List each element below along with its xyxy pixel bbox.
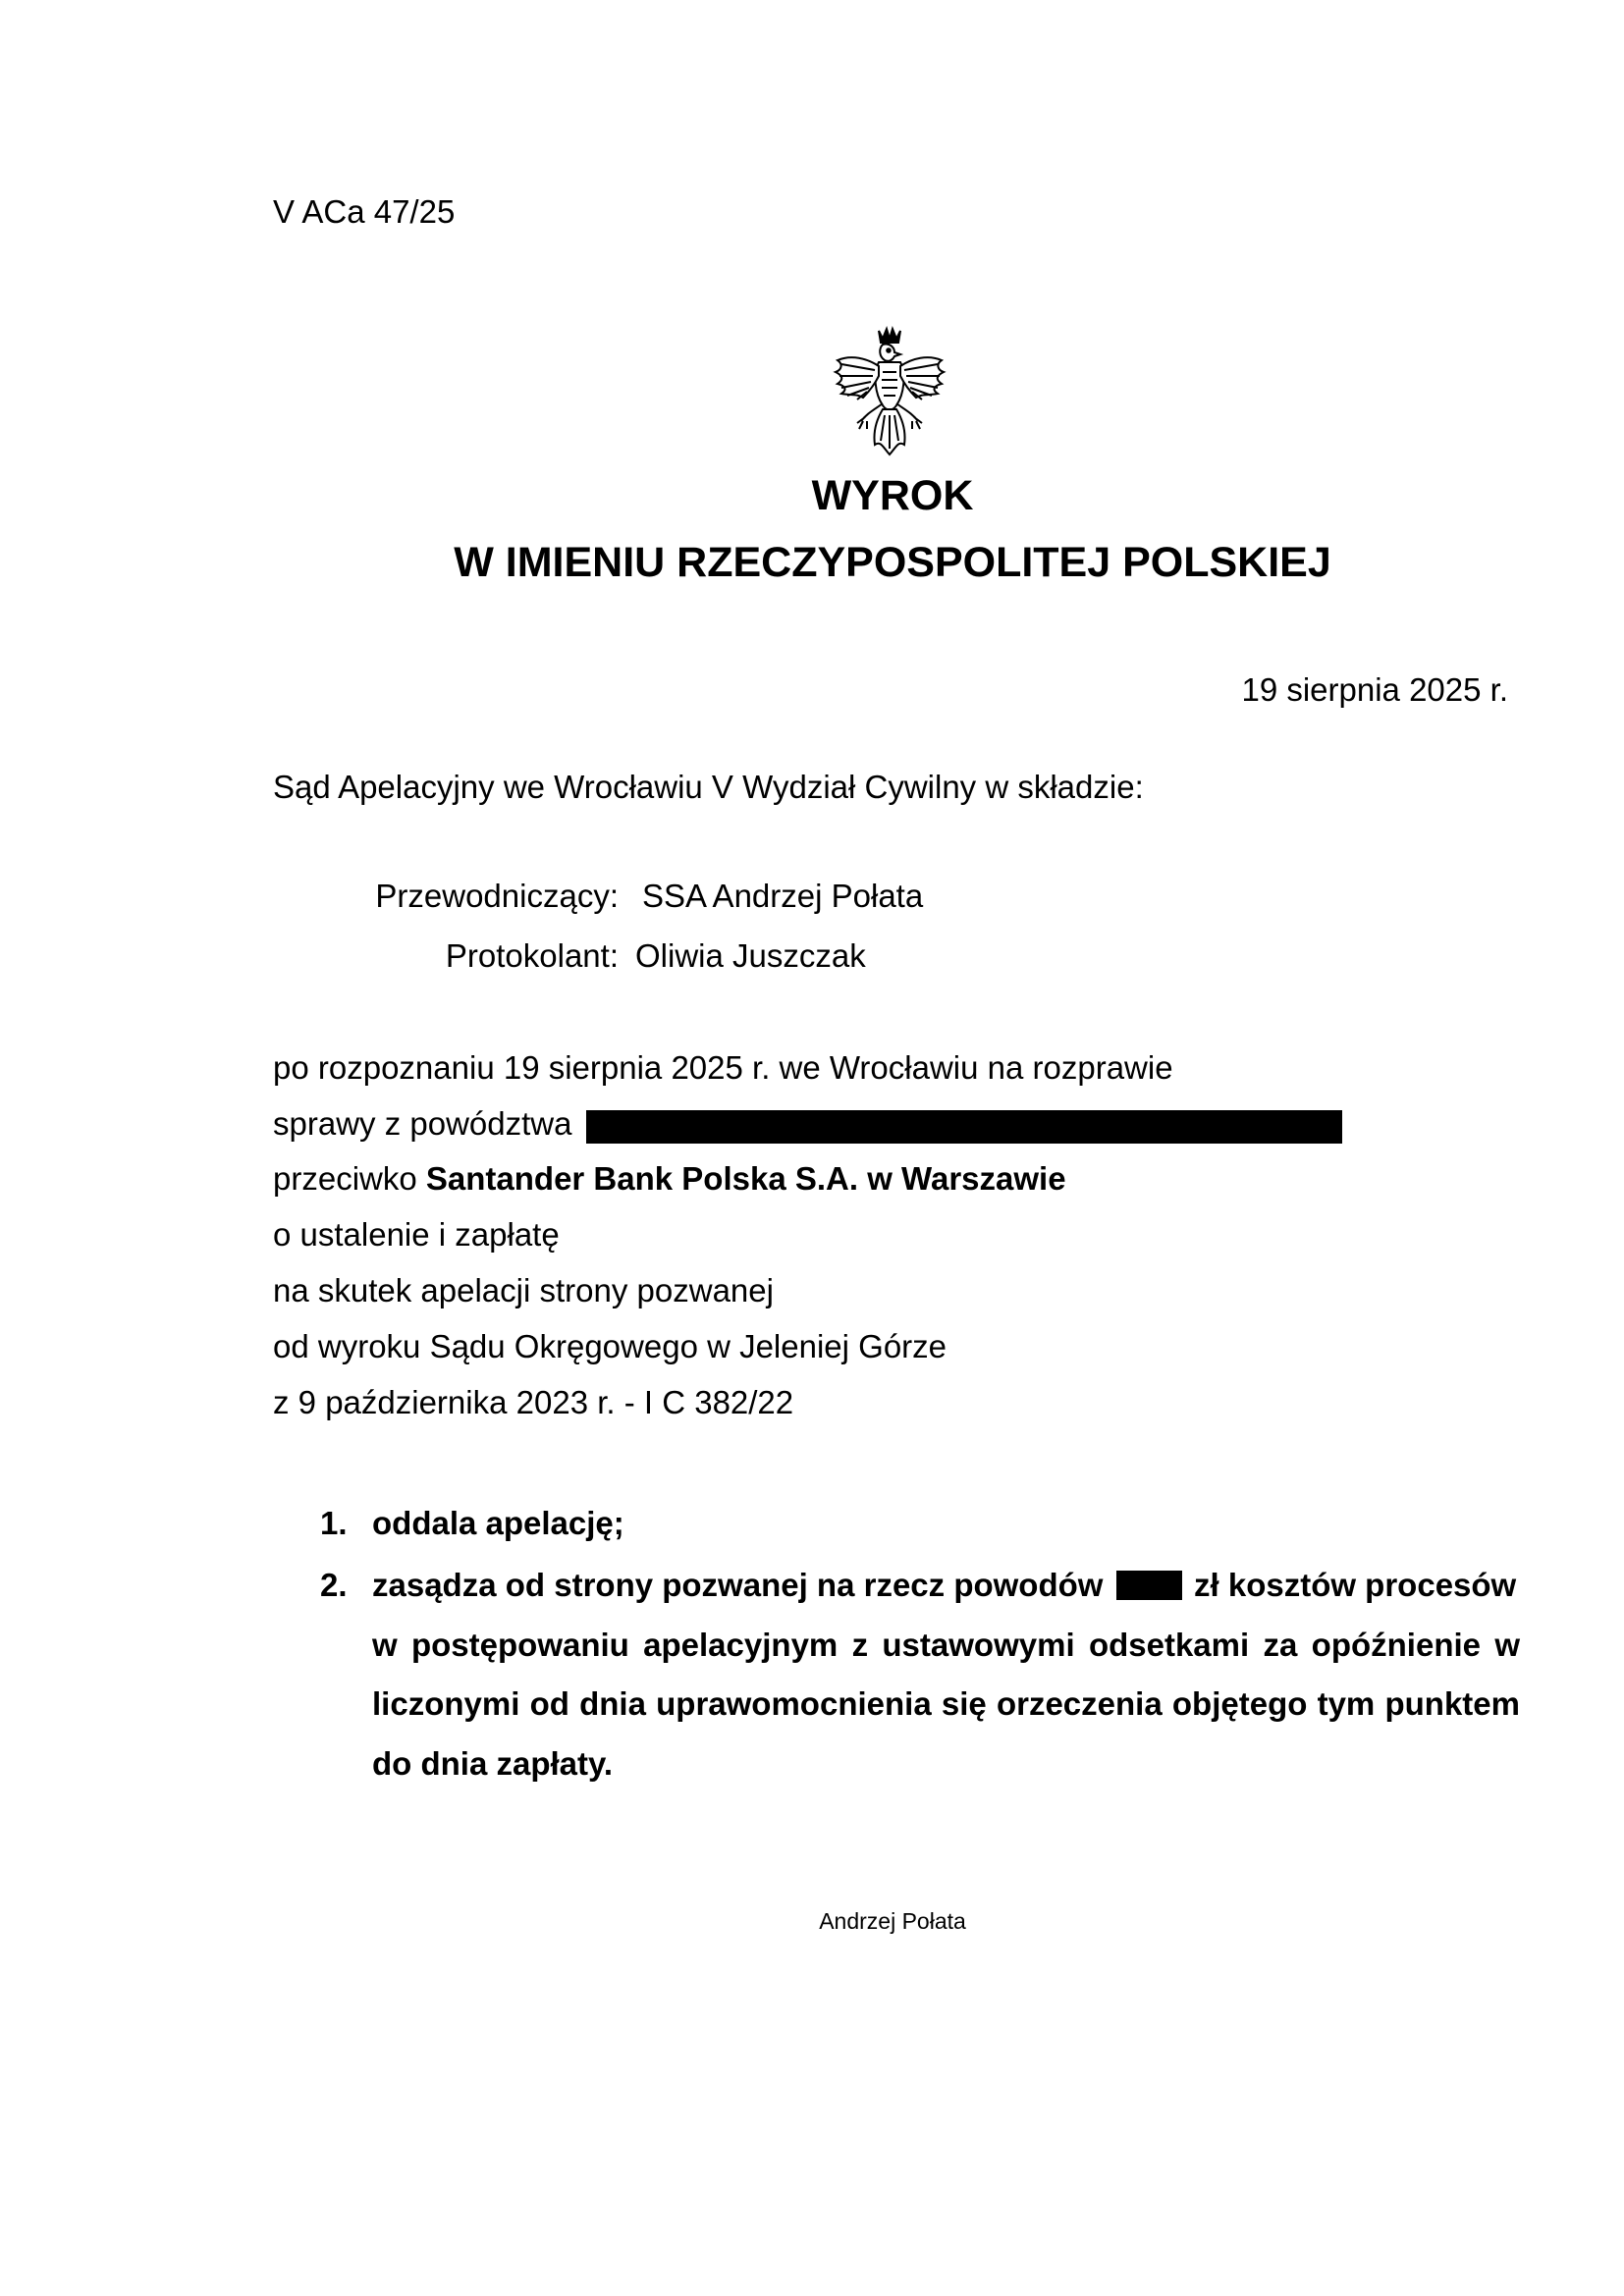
- chair-name: SSA Andrzej Połata: [642, 878, 924, 914]
- case-line-hearing: po rozpoznaniu 19 sierpnia 2025 r. we Wrocławiu na rozprawie: [273, 1049, 1173, 1086]
- case-line-appeal: na skutek apelacji strony pozwanej: [273, 1272, 774, 1308]
- case-line-plaintiff: sprawy z powództwa: [273, 1105, 572, 1142]
- case-reference: V ACa 47/25: [273, 193, 456, 230]
- document-title: WYROK: [811, 472, 974, 519]
- redacted-plaintiff: [586, 1110, 1342, 1144]
- case-line-lower-court: od wyroku Sądu Okręgowego w Jeleniej Górze: [273, 1328, 947, 1364]
- court-composition-heading: Sąd Apelacyjny we Wrocławiu V Wydział Cywilny w składzie:: [273, 769, 1144, 805]
- ruling-item-text: do dnia zapłaty.: [372, 1745, 614, 1782]
- case-line-defendant: [273, 1159, 1066, 1199]
- clerk-name: Oliwia Juszczak: [635, 937, 866, 974]
- case-line-lower-judgment: z 9 października 2023 r. - I C 382/22: [273, 1384, 794, 1420]
- redacted-amount: [1116, 1571, 1182, 1600]
- polish-eagle-icon: [828, 325, 951, 460]
- judgment-date: 19 sierpnia 2025 r.: [1241, 671, 1508, 708]
- clerk-label: Protokolant:: [445, 937, 619, 974]
- ruling-item-number: 1.: [320, 1505, 348, 1541]
- judge-signature: Andrzej Połata: [819, 1908, 966, 1934]
- case-line-subject: o ustalenie i zapłatę: [273, 1216, 560, 1253]
- ruling-item-text: oddala apelację;: [372, 1505, 624, 1541]
- ruling-item-text: w postępowaniu apelacyjnym z ustawowymi odsetkami za opóźnienie w: [372, 1627, 1520, 1663]
- ruling-item-number: 2.: [320, 1567, 348, 1603]
- ruling-item-text: zł kosztów procesów: [1194, 1567, 1517, 1603]
- document-subtitle: W IMIENIU RZECZYPOSPOLITEJ POLSKIEJ: [454, 539, 1331, 586]
- ruling-item-text: zasądza od strony pozwanej na rzecz powodów: [372, 1567, 1104, 1603]
- defendant-name: Santander Bank Polska S.A. w Warszawie: [425, 1160, 1066, 1197]
- ruling-item-text: liczonymi od dnia uprawomocnienia się orzeczenia objętego tym punktem: [372, 1685, 1520, 1722]
- defendant-prefix: przeciwko: [273, 1160, 417, 1197]
- chair-label: Przewodniczący:: [375, 878, 619, 914]
